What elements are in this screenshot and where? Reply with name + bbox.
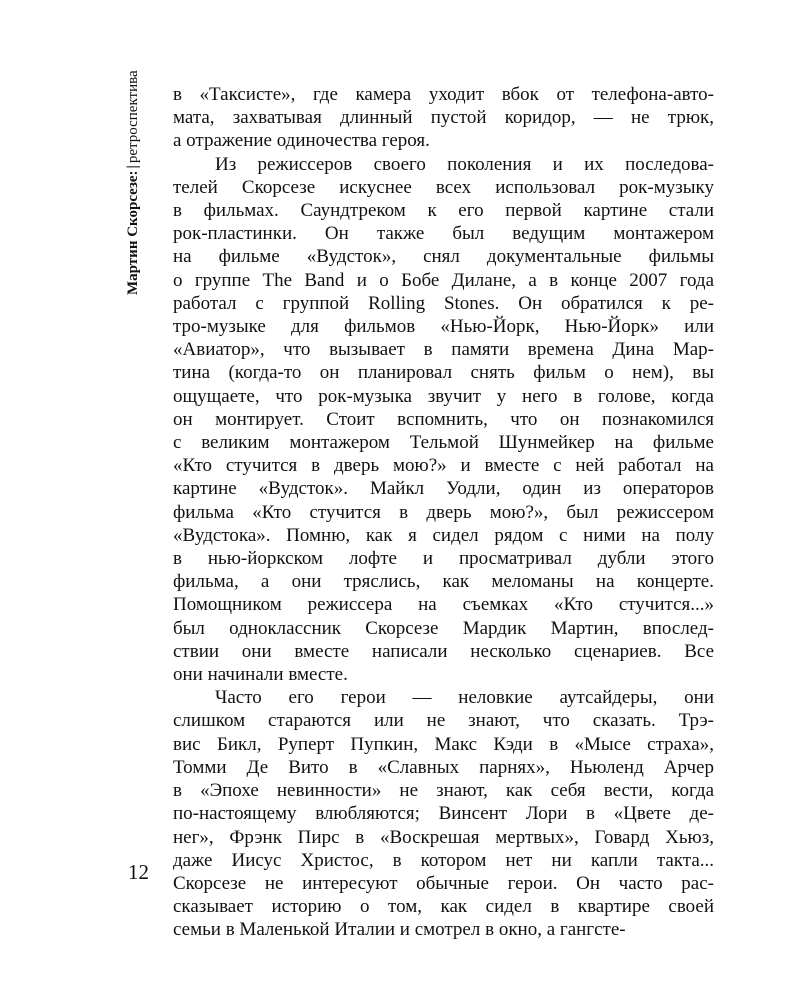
text-line: фильма «Кто стучится в дверь мою?», был режиссером: [173, 501, 714, 523]
text-line: семьи в Маленькой Италии и смотрел в окно, а гангсте-: [173, 919, 626, 941]
text-line: в фильмах. Саундтреком к его первой картине стали: [173, 200, 714, 222]
text-line: рок-пластинки. Он также был ведущим монтажером: [173, 223, 714, 245]
text-line: тро-музыке для фильмов «Нью-Йорк, Нью-Йорк» или: [173, 316, 714, 338]
text-line: телей Скорсезе искуснее всех использовал рок-музыку: [173, 176, 714, 198]
text-line: он монтирует. Стоит вспомнить, что он познакомился: [173, 408, 714, 430]
text-line: Томми Де Вито в «Славных парнях», Ньюленд Арчер: [173, 756, 714, 778]
text-line: работал с группой Rolling Stones. Он обратился к ре-: [173, 292, 714, 314]
running-head-author: Мартин Скорсезе:: [125, 170, 141, 295]
body-text: [173, 83, 714, 942]
running-head: [124, 70, 142, 295]
text-line: слишком стараются или не знают, что сказать. Трэ-: [173, 710, 714, 732]
text-line: ствии они вместе написали несколько сценариев. Все: [173, 640, 714, 662]
paragraph: [173, 686, 714, 941]
paragraph: [173, 153, 714, 687]
text-line: Помощником режиссера на съемках «Кто стучится...»: [173, 594, 714, 616]
text-line: «Кто стучится в дверь мою?» и вместе с ней работал на: [173, 455, 714, 477]
text-line: нег», Фрэнк Пирс в «Воскрешая мертвых», Говард Хьюз,: [173, 826, 714, 848]
text-line: фильма, а они тряслись, как меломаны на концерте.: [173, 571, 714, 593]
text-line: картине «Вудсток». Майкл Уодли, один из операторов: [173, 478, 714, 500]
text-line: сказывает историю о том, как сидел в квартире своей: [173, 896, 714, 918]
text-line: в «Таксисте», где камера уходит вбок от телефона-авто-: [173, 84, 714, 105]
text-line: даже Иисус Христос, в котором нет ни капли такта...: [173, 849, 714, 871]
text-line: «Вудстока». Помню, как я сидел рядом с ними на полу: [173, 524, 714, 546]
page-number: 12: [128, 860, 149, 884]
text-line: с великим монтажером Тельмой Шунмейкер на фильме: [173, 432, 714, 454]
text-line: тина (когда-то он планировал снять фильм о нем), вы: [173, 362, 714, 384]
text-line: Из режиссеров своего поколения и их последова-: [215, 153, 714, 175]
text-line: ощущаете, что рок-музыка звучит у него в голове, когда: [173, 385, 714, 407]
text-line: мата, захватывая длинный пустой коридор, — не трюк,: [173, 107, 714, 129]
text-line: Часто его герои — неловкие аутсайдеры, они: [215, 687, 714, 709]
text-line: был одноклассник Скорсезе Мардик Мартин, впослед-: [173, 617, 714, 639]
running-head-subtitle: ретроспектива: [125, 70, 141, 164]
paragraph: [173, 83, 714, 153]
text-line: они начинали вместе.: [173, 664, 348, 686]
running-head-separator: |: [125, 165, 141, 169]
text-line: в нью-йоркском лофте и просматривал дубли этого: [173, 548, 714, 570]
text-line: о группе The Band и о Бобе Дилане, а в конце 2007 года: [173, 269, 714, 291]
text-line: по-настоящему влюбляются; Винсент Лори в «Цвете де-: [173, 803, 714, 825]
text-line: а отражение одиночества героя.: [173, 130, 430, 152]
text-line: на фильме «Вудсток», снял документальные фильмы: [173, 246, 714, 268]
text-line: вис Бикл, Руперт Пупкин, Макс Кэди в «Мысе страха»,: [173, 733, 714, 755]
text-line: Скорсезе не интересуют обычные герои. Он часто рас-: [173, 872, 714, 894]
text-line: в «Эпохе невинности» не знают, как себя вести, когда: [173, 780, 714, 802]
text-line: «Авиатор», что вызывает в памяти времена Дина Мар-: [173, 339, 714, 361]
